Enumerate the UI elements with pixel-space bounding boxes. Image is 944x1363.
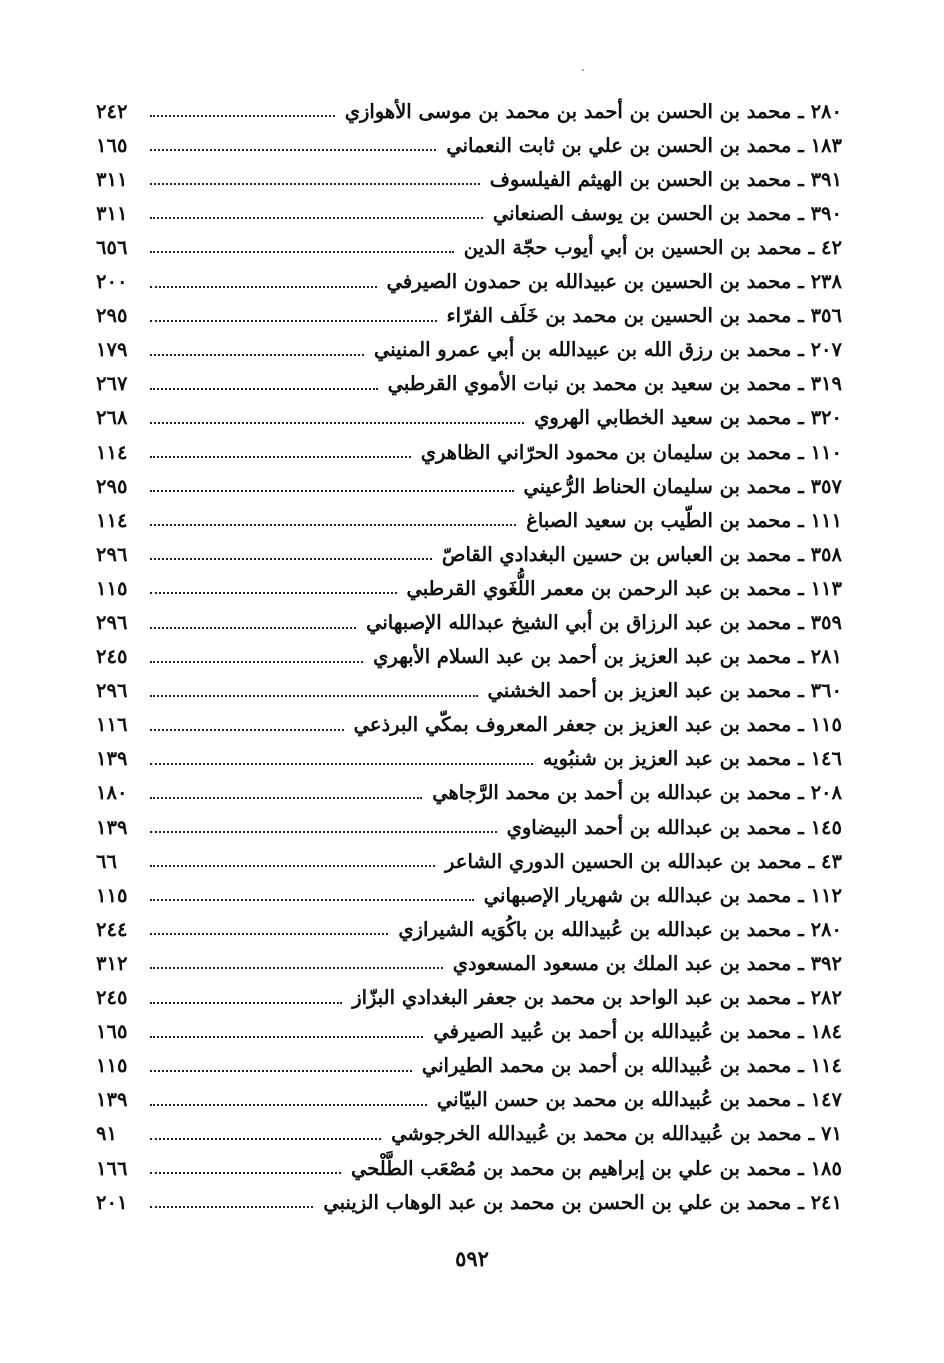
index-entry <box>96 842 842 876</box>
entry-separator: ـ <box>791 542 811 566</box>
dot-leader <box>150 422 524 424</box>
entry-separator: ـ <box>791 1088 811 1112</box>
entry-page-number: ١٦٦ <box>96 1156 128 1180</box>
entry-page-number: ٢٦٧ <box>96 372 128 396</box>
entry-text <box>388 374 842 399</box>
entry-number: ٢٤١ <box>810 1190 842 1214</box>
entry-page-number: ١١٤ <box>96 440 128 464</box>
index-entry <box>96 194 842 228</box>
dot-leader <box>150 1104 427 1106</box>
entry-separator: ـ <box>791 1054 811 1078</box>
entry-number: ٣٢٠ <box>810 406 842 430</box>
index-list <box>96 92 842 1217</box>
entry-name: محمد بن عبدالله بن شهريار الإصبهاني <box>483 883 792 907</box>
dot-leader <box>150 865 435 867</box>
entry-text <box>344 99 842 127</box>
index-entry <box>96 706 842 740</box>
entry-text <box>352 988 842 1013</box>
entry-separator: ـ <box>791 815 811 839</box>
index-entry <box>96 1183 842 1217</box>
entry-separator: ـ <box>791 338 811 362</box>
entry-separator: ـ <box>791 986 811 1010</box>
entry-name: محمد بن الحسن بن علي بن ثابت النعماني <box>446 133 792 157</box>
index-entry <box>96 740 842 774</box>
dot-leader <box>150 729 344 731</box>
entry-separator: ـ <box>791 679 811 703</box>
entry-name: محمد بن سعيد بن محمد بن نبات الأموي القرطبي <box>387 372 792 396</box>
index-entry <box>96 910 842 944</box>
entry-text <box>543 749 842 774</box>
entry-separator: ـ <box>791 372 811 396</box>
entry-number: ١٨٥ <box>810 1156 842 1180</box>
entry-separator: ـ <box>801 849 822 873</box>
entry-separator: ـ <box>791 201 811 225</box>
entry-name: محمد بن عبد العزيز بن أحمد بن عبد السلام الأبهري <box>373 645 792 669</box>
index-entry <box>96 876 842 910</box>
entry-page-number: ١٣٩ <box>96 747 128 771</box>
index-entry <box>96 603 842 637</box>
page-number: ٥٩٢ <box>455 1246 489 1271</box>
entry-number: ١١٣ <box>810 576 842 600</box>
entry-text <box>488 681 842 706</box>
entry-page-number: ١٦٥ <box>96 1020 128 1044</box>
entry-number: ٣٥٧ <box>810 474 842 498</box>
dot-leader <box>150 490 514 492</box>
entry-number: ٣٩٠ <box>810 201 842 225</box>
index-entry <box>96 535 842 569</box>
entry-page-number: ١١٥ <box>96 883 128 907</box>
entry-text <box>447 306 842 331</box>
dot-leader <box>150 286 377 288</box>
entry-number: ٣٩١ <box>810 167 842 191</box>
entry-separator: ـ <box>791 883 811 907</box>
index-entry <box>96 1115 842 1149</box>
entry-page-number: ٣١١ <box>96 201 128 225</box>
entry-number: ٢٠٧ <box>810 338 842 362</box>
entry-text <box>432 783 842 808</box>
entry-number: ٢٨٠ <box>810 917 842 941</box>
index-entry <box>96 774 842 808</box>
entry-text <box>387 272 842 297</box>
entry-number: ٤٢ <box>821 235 842 259</box>
entry-separator: ـ <box>791 917 811 941</box>
entry-text <box>523 474 842 502</box>
entry-separator: ـ <box>791 1156 811 1180</box>
entry-number: ١٨٣ <box>810 133 842 157</box>
entry-page-number: ٣١٢ <box>96 951 128 975</box>
entry-number: ٣١٩ <box>810 372 842 396</box>
entry-page-number: ١٣٩ <box>96 815 128 839</box>
entry-number: ١١١ <box>810 508 842 532</box>
entry-separator: ـ <box>791 406 811 430</box>
dot-leader <box>150 456 411 458</box>
entry-page-number: ٢٩٥ <box>96 474 128 498</box>
entry-separator: ـ <box>791 611 811 634</box>
entry-name: محمد بن الحسن بن أحمد بن محمد بن موسى الأهوازي <box>344 99 792 123</box>
index-entry <box>96 1149 842 1183</box>
entry-name: محمد بن علي بن إبراهيم بن محمد بن مُصْعَب الطَّلْحي <box>350 1156 792 1180</box>
entry-number: ٣٦٠ <box>810 679 842 703</box>
index-entry <box>96 1013 842 1047</box>
index-entry <box>96 262 842 296</box>
index-entry <box>96 978 842 1012</box>
entry-number: ٢٨٢ <box>810 986 842 1010</box>
entry-page-number: ٢٦٨ <box>96 406 128 430</box>
entry-name: محمد بن عُبيدالله بن أحمد بن عُبيد الصيرفي <box>433 1020 792 1044</box>
entry-name: محمد بن عبد العزيز بن أحمد الخشني <box>487 679 792 703</box>
dot-leader <box>150 1036 423 1038</box>
entry-name: محمد بن عبد العزيز بن شنبُويه <box>542 747 792 771</box>
entry-text <box>483 883 842 911</box>
entry-name: محمد بن عبد الرزاق بن أبي الشيخ عبدالله الإصبهاني <box>366 611 792 634</box>
entry-number: ١١٤ <box>810 1054 842 1078</box>
entry-text <box>374 340 842 365</box>
entry-separator: ـ <box>791 951 811 975</box>
dot-leader <box>150 1070 412 1072</box>
entry-name: محمد بن عبد العزيز بن جعفر المعروف بمكّي البرذعي <box>353 713 792 737</box>
entry-page-number: ٩١ <box>96 1122 117 1146</box>
dot-leader <box>150 320 437 322</box>
index-entry <box>96 672 842 706</box>
entry-name: محمد بن الحسن بن يوسف الصنعاني <box>492 201 792 225</box>
dot-leader <box>150 183 480 185</box>
entry-separator: ـ <box>791 304 811 328</box>
entry-page-number: ٢٩٥ <box>96 304 128 328</box>
index-entry <box>96 808 842 842</box>
print-speck <box>582 69 584 71</box>
index-entry <box>96 638 842 672</box>
entry-separator: ـ <box>791 645 811 669</box>
entry-name: محمد بن علي بن الحسن بن محمد بن عبد الوهاب الزينبي <box>323 1190 792 1214</box>
index-entry <box>96 331 842 365</box>
entry-number: ١١٥ <box>810 713 842 737</box>
index-entry <box>96 365 842 399</box>
entry-text <box>463 235 842 263</box>
entry-name: محمد بن الطّيب بن سعيد الصباغ <box>526 508 792 532</box>
entry-name: محمد بن الحسين بن عبيدالله بن حمدون الصيرفي <box>386 270 792 294</box>
entry-page-number: ١١٥ <box>96 1054 128 1078</box>
entry-name: محمد بن الحسين بن أبي أيوب حجّة الدين <box>463 235 802 259</box>
entry-number: ٣٥٨ <box>810 542 842 566</box>
index-entry <box>96 297 842 331</box>
entry-page-number: ٦٦ <box>96 849 117 873</box>
entry-text <box>398 917 842 945</box>
dot-leader <box>150 524 516 526</box>
entry-name: محمد بن عبد الواحد بن محمد بن جعفر البغدادي البزّاز <box>352 986 792 1010</box>
entry-name: محمد بن عبدالله بن الحسين الدوري الشاعر <box>445 849 802 873</box>
entry-text <box>350 1156 842 1184</box>
entry-page-number: ٢٠١ <box>96 1190 128 1214</box>
entry-number: ١١٢ <box>810 883 842 907</box>
entry-number: ٢٨٠ <box>810 99 842 123</box>
entry-name: محمد بن سليمان الحناط الرُّعيني <box>523 474 792 498</box>
entry-text <box>354 715 842 740</box>
dot-leader <box>150 661 363 663</box>
dot-leader <box>150 1172 341 1174</box>
entry-name: محمد بن عبد الملك بن مسعود المسعودي <box>452 951 792 975</box>
index-entry <box>96 160 842 194</box>
entry-separator: ـ <box>801 235 822 259</box>
entry-text <box>492 201 842 229</box>
entry-name: محمد بن العباس بن حسين البغدادي القاصّ <box>441 542 792 566</box>
entry-text <box>422 1056 842 1081</box>
entry-page-number: ٢٠٠ <box>96 270 128 294</box>
index-entry <box>96 1081 842 1115</box>
entry-name: محمد بن الحسن بن الهيثم الفيلسوف <box>489 167 792 191</box>
entry-page-number: ١١٤ <box>96 508 128 532</box>
entry-separator: ـ <box>791 781 811 805</box>
entry-text <box>534 408 842 433</box>
dot-leader <box>150 592 397 594</box>
entry-text <box>506 815 842 843</box>
index-entry <box>96 126 842 160</box>
entry-number: ١٤٥ <box>810 815 842 839</box>
dot-leader <box>150 388 378 390</box>
entry-name: محمد بن عُبيدالله بن أحمد بن محمد الطيراني <box>421 1054 792 1078</box>
entry-text <box>323 1190 842 1218</box>
entry-name: محمد بن عبدالله بن أحمد بن محمد الرَّجاهي <box>432 781 792 805</box>
entry-text <box>445 849 842 877</box>
entry-separator: ـ <box>791 440 811 464</box>
entry-text <box>437 1090 842 1115</box>
dot-leader <box>150 831 497 833</box>
entry-page-number: ٢٩٦ <box>96 611 128 634</box>
entry-number: ٤٣ <box>821 849 842 873</box>
dot-leader <box>150 1206 313 1208</box>
dot-leader <box>150 899 474 901</box>
entry-name: محمد بن عبد الرحمن بن معمر اللُّغَوي القرطبي <box>406 576 792 600</box>
index-entry <box>96 569 842 603</box>
entry-text <box>406 576 842 604</box>
index-entry <box>96 467 842 501</box>
dot-leader <box>150 149 436 151</box>
entry-name: محمد بن الحسين بن محمد بن خَلَف الفرّاء <box>446 304 792 328</box>
entry-name: محمد بن عُبيدالله بن محمد بن عُبيدالله الخرجوشي <box>391 1122 802 1146</box>
index-entry <box>96 433 842 467</box>
entry-separator: ـ <box>791 99 811 123</box>
entry-name: محمد بن عبدالله بن عُبيدالله بن باكُوَيه الشيرازي <box>398 917 792 941</box>
entry-separator: ـ <box>791 713 811 737</box>
entry-separator: ـ <box>791 747 811 771</box>
entry-separator: ـ <box>791 167 811 191</box>
entry-page-number: ٢٤٥ <box>96 645 128 669</box>
entry-text <box>452 951 842 979</box>
index-entry <box>96 944 842 978</box>
entry-text <box>526 508 842 536</box>
entry-separator: ـ <box>801 1122 822 1146</box>
index-entry <box>96 399 842 433</box>
entry-name: محمد بن سليمان بن محمود الحرّاني الظاهري <box>420 440 792 464</box>
entry-page-number: ٢٤٤ <box>96 917 128 941</box>
entry-page-number: ٦٥٦ <box>96 235 128 259</box>
entry-number: ١٤٦ <box>810 747 842 771</box>
dot-leader <box>150 797 422 799</box>
entry-page-number: ١١٦ <box>96 713 128 737</box>
entry-page-number: ١٦٥ <box>96 133 128 157</box>
entry-separator: ـ <box>791 270 811 294</box>
index-entry <box>96 1047 842 1081</box>
entry-number: ٢٨١ <box>810 645 842 669</box>
entry-separator: ـ <box>791 576 811 600</box>
dot-leader <box>150 558 432 560</box>
dot-leader <box>150 354 364 356</box>
entry-page-number: ٢٩٦ <box>96 679 128 703</box>
entry-page-number: ١٧٩ <box>96 338 128 362</box>
entry-text <box>433 1022 842 1047</box>
index-entry <box>96 228 842 262</box>
entry-page-number: ٣١١ <box>96 167 128 191</box>
entry-name: محمد بن سعيد الخطابي الهروي <box>534 406 792 430</box>
dot-leader <box>150 251 454 253</box>
entry-name: محمد بن رزق الله بن عبيدالله بن أبي عمرو المنيني <box>373 338 792 362</box>
entry-number: ٧١ <box>821 1122 842 1146</box>
entry-page-number: ٢٤٢ <box>96 99 128 123</box>
index-entry <box>96 501 842 535</box>
entry-text <box>446 133 842 161</box>
entry-name: محمد بن عبدالله بن أحمد البيضاوي <box>506 815 792 839</box>
dot-leader <box>150 1002 342 1004</box>
dot-leader <box>150 763 533 765</box>
entry-number: ١٤٧ <box>810 1088 842 1112</box>
entry-number: ٢٣٨ <box>810 270 842 294</box>
entry-page-number: ٢٤٥ <box>96 986 128 1010</box>
dot-leader <box>150 627 356 629</box>
entry-separator: ـ <box>791 474 811 498</box>
entry-text <box>391 1124 842 1149</box>
entry-text <box>489 167 842 195</box>
entry-name: محمد بن عُبيدالله بن محمد بن حسن البيّاني <box>436 1088 792 1112</box>
dot-leader <box>150 115 335 117</box>
dot-leader <box>150 967 443 969</box>
entry-page-number: ١١٥ <box>96 576 128 600</box>
entry-number: ١١٠ <box>810 440 842 464</box>
dot-leader <box>150 1138 381 1140</box>
dot-leader <box>150 933 388 935</box>
entry-number: ٣٩٢ <box>810 951 842 975</box>
entry-text <box>441 542 842 570</box>
entry-number: ٣٥٩ <box>810 611 842 634</box>
entry-page-number: ٢٩٦ <box>96 542 128 566</box>
entry-number: ٢٠٨ <box>810 781 842 805</box>
entry-page-number: ١٣٩ <box>96 1088 128 1112</box>
entry-separator: ـ <box>791 508 811 532</box>
dot-leader <box>150 695 478 697</box>
entry-separator: ـ <box>791 133 811 157</box>
dot-leader <box>150 217 483 219</box>
entry-text <box>420 440 842 468</box>
entry-page-number: ١٨٠ <box>96 781 128 805</box>
index-entry <box>96 92 842 126</box>
entry-separator: ـ <box>791 1190 811 1214</box>
entry-separator: ـ <box>791 1020 811 1044</box>
entry-text <box>373 647 842 672</box>
entry-number: ١٨٤ <box>810 1020 842 1044</box>
entry-text <box>366 613 842 638</box>
entry-number: ٣٥٦ <box>810 304 842 328</box>
